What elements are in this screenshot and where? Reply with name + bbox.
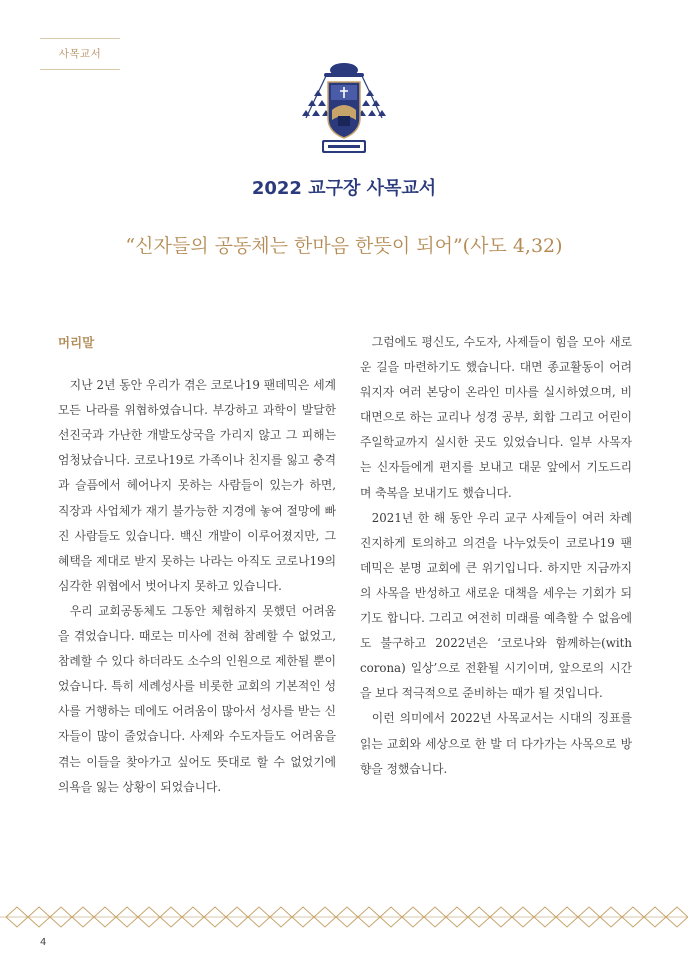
coat-of-arms-icon: [298, 60, 390, 163]
section-label: 사목교서: [40, 38, 120, 70]
body-column-right: [360, 330, 632, 782]
paragraph: 이런 의미에서 2022년 사목교서는 시대의 징표를 읽는 교회와 세상으로 한 발 더 다가가는 사목으로 방향을 정했습니다.: [360, 711, 632, 776]
paragraph: 지난 2년 동안 우리가 겪은 코로나19 팬데믹은 세계 모든 나라를 위협하였습니다. 부강하고 과학이 발달한 선진국과 가난한 개발도상국을 가리지 않고 그 피해는 엄청났습니다. 코로나19로 가족이나 친지를 잃고 충격과 슬픔에서 헤어나지 못하는 사람들이 있는가 하면, 직장과 사업체가 재기 불가능한 지경에 놓여 절망에 빠진 사람들도 있습니다. 백신 개발이 이루어졌지만, 그 혜택을 제대로 받지 못하는 나라는 아직도 코로나19의 심각한 위협에서 벗어나지 못하고 있습니다.: [58, 378, 336, 593]
footer-ornament: [0, 904, 688, 930]
page-title: 2022 교구장 사목교서: [251, 178, 437, 199]
paragraph: 2021년 한 해 동안 우리 교구 사제들이 여러 차례 진지하게 토의하고 의견을 나누었듯이 코로나19 팬데믹은 분명 교회에 큰 위기입니다. 하지만 지금까지의 사목을 반성하고 새로운 대책을 세우는 기회가 되기도 합니다. 그리고 여전히 미래를 예측할 수 없음에도 불구하고 2022년은 ‘코로나와 함께하는(with corona) 일상’으로 전환될 시기이며, 앞으로의 시간을 보다 적극적으로 준비하는 때가 될 것입니다.: [360, 510, 632, 701]
body-column-left: [58, 330, 336, 800]
paragraph: 그럼에도 평신도, 수도자, 사제들이 힘을 모아 새로운 길을 마련하기도 했습니다. 대면 종교활동이 어려워지자 여러 본당이 온라인 미사를 실시하였으며, 비대면으로 하는 교리나 성경 공부, 회합 그리고 어린이 주일학교까지 실시한 곳도 있었습니다. 일부 사목자는 신자들에게 편지를 보내고 대문 앞에서 기도드리며 축복을 보내기도 했습니다.: [360, 335, 632, 500]
motto-subtitle: “신자들의 공동체는 한마음 한뜻이 되어”(사도 4,32): [125, 235, 563, 257]
section-heading: 머리말: [58, 335, 95, 350]
paragraph: 우리 교회공동체도 그동안 체험하지 못했던 어려움을 겪었습니다. 때로는 미사에 전혀 참례할 수 없었고, 참례할 수 있다 하더라도 소수의 인원으로 제한될 뿐이었습니다. 특히 세례성사를 비롯한 교회의 기본적인 성사를 거행하는 데에도 어려움이 많아서 성사를 받는 신자들이 많이 줄었습니다. 사제와 수도자들도 어려움을 겪는 이들을 찾아가고 싶어도 뜻대로 할 수 없었기에 의욕을 잃는 상황이 되었습니다.: [58, 603, 336, 794]
page-number: 4: [40, 937, 47, 948]
